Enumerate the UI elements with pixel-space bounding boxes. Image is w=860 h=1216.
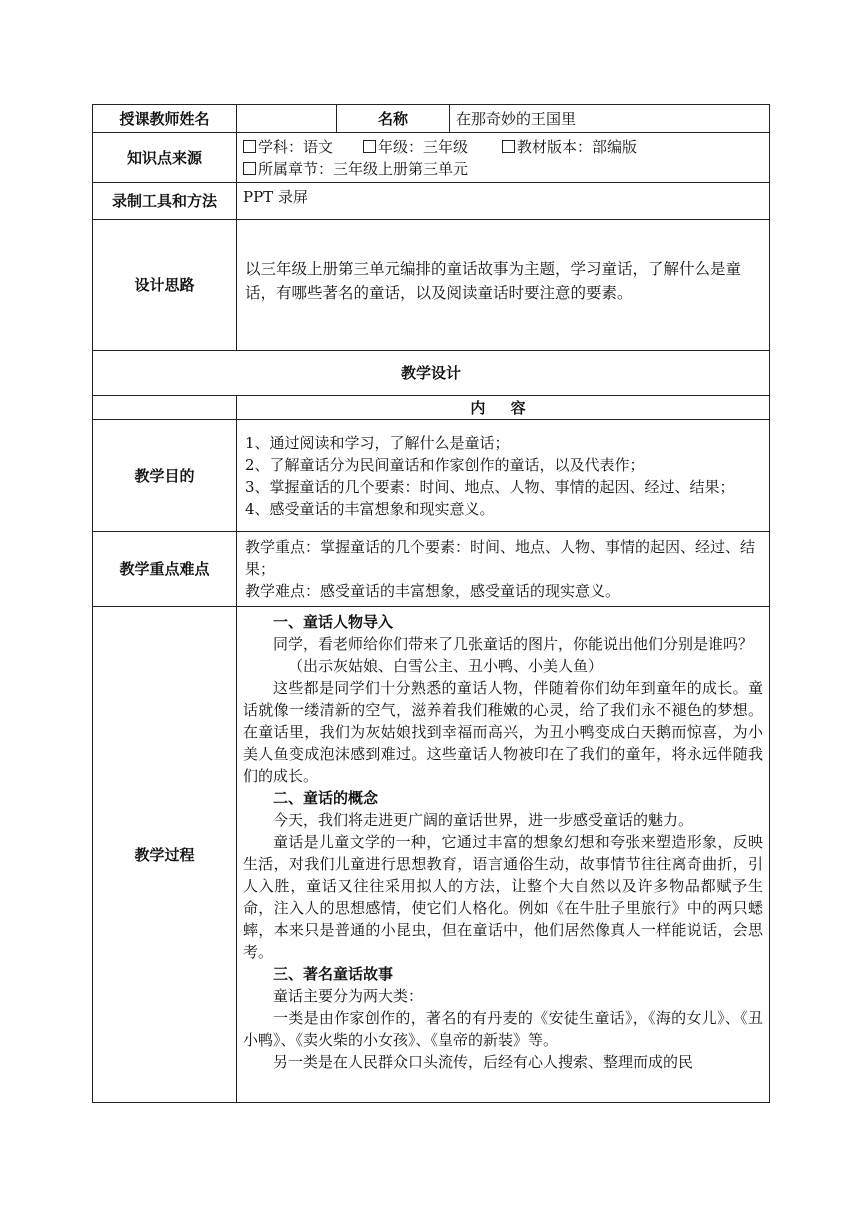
process-paragraph-6: 童话主要分为两大类：	[273, 987, 424, 1005]
lesson-name-value: 在那奇妙的王国里	[450, 105, 770, 133]
row-teacher-name	[93, 105, 770, 133]
source-line-1	[243, 136, 769, 158]
row-design-idea	[93, 220, 770, 351]
content-header-blank	[93, 396, 237, 420]
subject-text: 学科：语文	[258, 137, 334, 156]
teaching-goals-list	[237, 420, 770, 532]
chapter-checkbox[interactable]	[243, 162, 256, 175]
row-knowledge-source	[93, 133, 770, 183]
edition-checkbox[interactable]	[502, 140, 515, 153]
grade-text: 年级：三年级	[378, 137, 469, 156]
knowledge-source-value	[237, 133, 770, 183]
design-idea-label: 设计思路	[93, 220, 237, 351]
process-paragraph-7: 一类是由作家创作的，著名的有丹麦的《安徒生童话》，《海的女儿》、《丑小鸭》、《卖火柴的小女孩》、《皇帝的新装》等。	[243, 1009, 763, 1049]
process-paragraph-1: 同学，看老师给你们带来了几张童话的图片，你能说出他们分别是谁吗？	[273, 635, 754, 653]
teaching-process-content	[237, 607, 770, 1103]
grade-checkbox[interactable]	[363, 140, 376, 153]
process-paragraph-5: 童话是儿童文学的一种，它通过丰富的想象幻想和夸张来塑造形象，反映生活，对我们儿童进行思想教育，语言通俗生动，故事情节往往离奇曲折，引人入胜，童话又往往采用拟人的方法，让整个大自然以及许多物品都赋予生命，注入人的思想感情，使它们人格化。例如《在牛肚子里旅行》中的两只蟋蟀，本来只是普通的小昆虫，但在童话中，他们居然像真人一样能说话，会思考。	[243, 833, 763, 961]
process-heading-3: 三、著名童话故事	[273, 965, 394, 983]
process-paragraph-2: （出示灰姑娘、白雪公主、丑小鸭、小美人鱼）	[288, 657, 604, 675]
recording-tools-value: PPT 录屏	[237, 183, 770, 220]
process-paragraph-4: 今天，我们将走进更广阔的童话世界，进一步感受童话的魅力。	[273, 811, 694, 829]
teacher-name-value	[237, 105, 337, 133]
chapter-text: 所属章节：三年级上册第三单元	[258, 159, 469, 178]
process-paragraph-3: 这些都是同学们十分熟悉的童话人物，伴随着你们幼年到童年的成长。童话就像一缕清新的空气，滋养着我们稚嫩的心灵，给了我们永不褪色的梦想。在童话里，我们为灰姑娘找到幸福而高兴，为丑小鸭变成白天鹅而惊喜，为小美人鱼变成泡沫感到难过。这些童话人物被印在了我们的童年，将永远伴随我们的成长。	[243, 679, 763, 785]
edition-text: 教材版本：部编版	[517, 137, 638, 156]
row-teaching-goals	[93, 420, 770, 532]
goal-item-4: 4、感受童话的丰富想象和现实意义。	[245, 499, 495, 518]
difficulty-text: 教学难点：感受童话的丰富想象，感受童话的现实意义。	[245, 582, 621, 600]
goal-item-1: 1、通过阅读和学习，了解什么是童话；	[245, 433, 510, 452]
source-line-2	[243, 158, 769, 180]
design-idea-text: 以三年级上册第三单元编排的童话故事为主题，学习童话，了解什么是童话，有哪些著名的童话，以及阅读童话时要注意的要素。	[237, 220, 770, 351]
key-point-text: 教学重点：掌握童话的几个要素：时间、地点、人物、事情的起因、经过、结果；	[245, 538, 756, 578]
process-heading-1: 一、童话人物导入	[273, 613, 394, 631]
row-teaching-process	[93, 607, 770, 1103]
row-content-header	[93, 396, 770, 420]
teaching-design-title: 教学设计	[93, 351, 770, 396]
subject-checkbox[interactable]	[243, 140, 256, 153]
teacher-name-label: 授课教师姓名	[93, 105, 237, 133]
lesson-form-table	[92, 104, 770, 1103]
row-key-points	[93, 532, 770, 607]
goal-item-2: 2、了解童话分为民间童话和作家创作的童话，以及代表作；	[245, 455, 645, 474]
teaching-process-label: 教学过程	[93, 607, 237, 1103]
recording-tools-label: 录制工具和方法	[93, 183, 237, 220]
key-points-text	[237, 532, 770, 607]
key-points-label: 教学重点难点	[93, 532, 237, 607]
knowledge-source-label: 知识点来源	[93, 133, 237, 183]
process-heading-2: 二、童话的概念	[273, 789, 379, 807]
goal-item-3: 3、掌握童话的几个要素：时间、地点、人物、事情的起因、经过、结果；	[245, 477, 735, 496]
process-paragraph-8: 另一类是在人民群众口头流传，后经有心人搜索、整理而成的民	[273, 1053, 694, 1071]
row-teaching-design-title	[93, 351, 770, 396]
lesson-name-label: 名称	[337, 105, 450, 133]
content-header: 内 容	[237, 396, 770, 420]
teaching-goals-label: 教学目的	[93, 420, 237, 532]
row-recording-tools	[93, 183, 770, 220]
